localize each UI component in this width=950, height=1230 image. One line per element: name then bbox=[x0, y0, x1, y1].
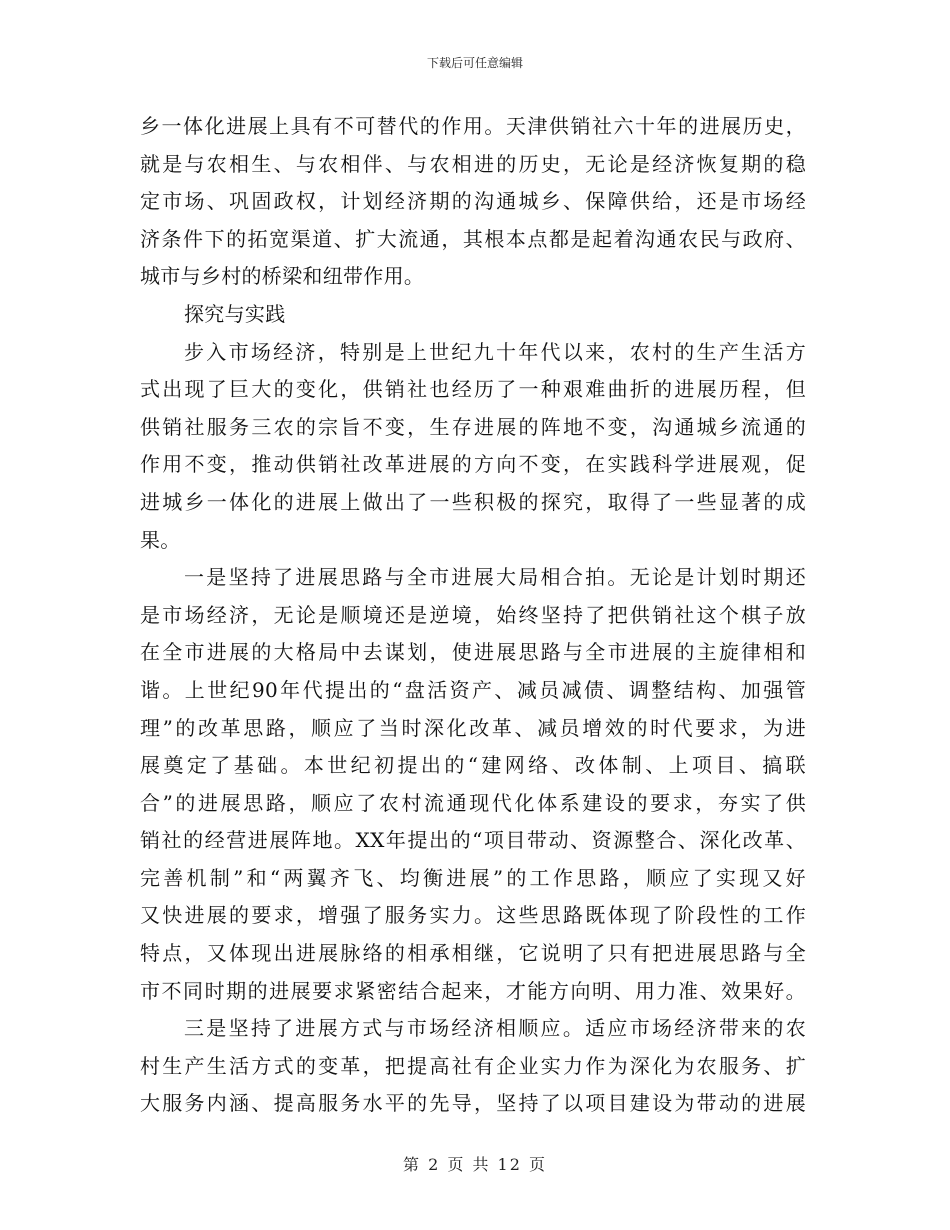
text-line: 销社的经营进展阵地。XX年提出的“项目带动、资源整合、深化改革、 bbox=[140, 828, 806, 853]
text-line: 三是坚持了进展方式与市场经济相顺应。适应市场经济带来的农 bbox=[184, 1016, 806, 1041]
text-line: 探究与实践 bbox=[184, 301, 286, 326]
text-line: 谐。上世纪90年代提出的“盘活资产、减员减债、调整结构、加强管 bbox=[140, 677, 806, 702]
text-line: 理”的改革思路，顺应了当时深化改革、减员增效的时代要求，为进 bbox=[140, 715, 806, 740]
text-line: 一是坚持了进展思路与全市进展大局相合拍。无论是计划时期还 bbox=[184, 565, 806, 590]
text-line: 济条件下的拓宽渠道、扩大流通，其根本点都是起着沟通农民与政府、 bbox=[140, 226, 806, 251]
text-line: 在全市进展的大格局中去谋划，使进展思路与全市进展的主旋律相和 bbox=[140, 640, 806, 665]
page-footer: 第 2 页 共 12 页 bbox=[403, 1155, 547, 1174]
text-line: 步入市场经济，特别是上世纪九十年代以来，农村的生产生活方 bbox=[184, 339, 806, 364]
text-line: 定市场、巩固政权，计划经济期的沟通城乡、保障供给，还是市场经 bbox=[140, 189, 806, 214]
text-line: 展奠定了基础。本世纪初提出的“建网络、改体制、上项目、搞联 bbox=[140, 753, 806, 778]
text-line: 特点，又体现出进展脉络的相承相继，它说明了只有把进展思路与全 bbox=[140, 941, 806, 966]
text-line: 乡一体化进展上具有不可替代的作用。天津供销社六十年的进展历史， bbox=[140, 114, 806, 138]
page-header: 下载后可任意编辑 bbox=[426, 56, 523, 70]
text-line: 合”的进展思路，顺应了农村流通现代化体系建设的要求，夯实了供 bbox=[140, 790, 806, 815]
text-line: 作用不变，推动供销社改革进展的方向不变，在实践科学进展观，促 bbox=[140, 452, 806, 477]
text-line: 城市与乡村的桥梁和纽带作用。 bbox=[140, 264, 425, 289]
text-line: 完善机制”和“两翼齐飞、均衡进展”的工作思路，顺应了实现又好 bbox=[140, 865, 806, 890]
text-line: 是市场经济，无论是顺境还是逆境，始终坚持了把供销社这个棋子放 bbox=[140, 602, 806, 627]
text-line: 又快进展的要求，增强了服务实力。这些思路既体现了阶段性的工作 bbox=[140, 903, 806, 928]
text-line: 大服务内涵、提高服务水平的先导，坚持了以项目建设为带动的进展 bbox=[140, 1091, 806, 1116]
text-line: 式出现了巨大的变化，供销社也经历了一种艰难曲折的进展历程，但 bbox=[140, 377, 806, 402]
text-line: 进城乡一体化的进展上做出了一些积极的探究，取得了一些显著的成 bbox=[140, 489, 806, 514]
text-line: 村生产生活方式的变革，把提高社有企业实力作为深化为农服务、扩 bbox=[140, 1053, 806, 1078]
document-body bbox=[140, 108, 806, 1123]
text-line: 果。 bbox=[140, 527, 181, 552]
text-line: 就是与农相生、与农相伴、与农相进的历史，无论是经济恢复期的稳 bbox=[140, 151, 806, 176]
text-line: 供销社服务三农的宗旨不变，生存进展的阵地不变，沟通城乡流通的 bbox=[140, 414, 806, 439]
text-line: 市不同时期的进展要求紧密结合起来，才能方向明、用力准、效果好。 bbox=[140, 978, 806, 1003]
